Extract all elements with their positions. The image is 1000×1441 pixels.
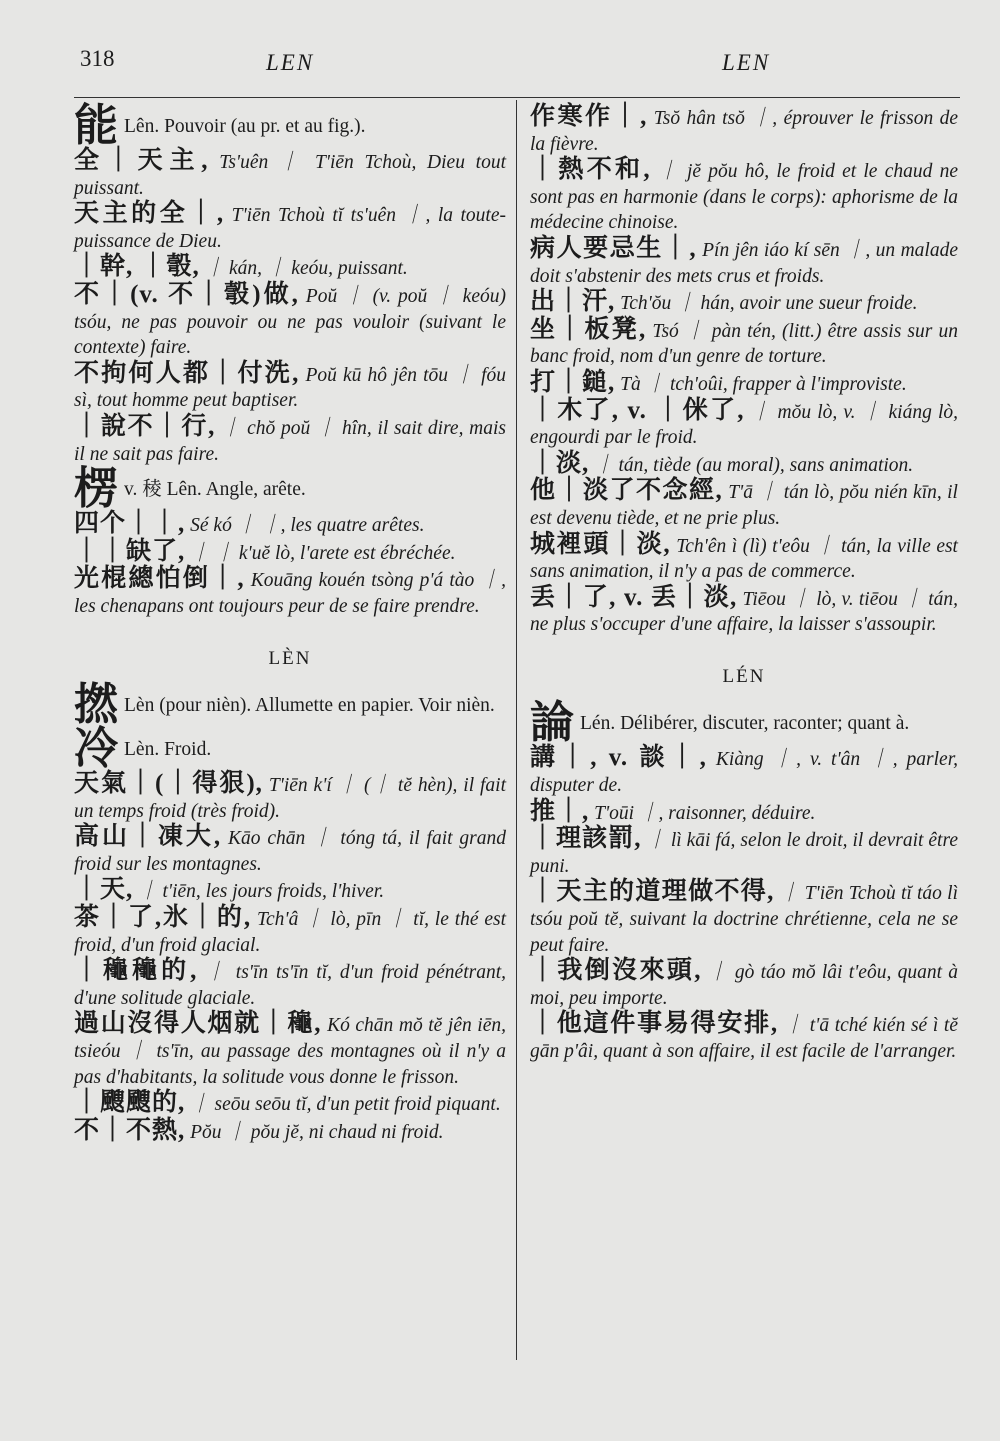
- chinese-phrase: ｜熱不和,: [530, 156, 651, 184]
- romanization-definition: ｜ seōu seōu tĭ, d'un petit froid piquant.: [185, 1094, 501, 1116]
- headword-character: 論: [530, 698, 574, 748]
- romanization-definition: Tsó ｜ pàn tén, (litt.) être assis sur un banc froid, nom d'un genre de torture.: [530, 320, 958, 368]
- sub-entry: [74, 282, 506, 361]
- chinese-phrase: ｜天,: [74, 876, 134, 904]
- sub-entry: [530, 585, 958, 638]
- sub-entry: [74, 539, 506, 567]
- chinese-phrase: 丢｜了, v. 丢｜淡,: [530, 583, 738, 611]
- sub-entry: [74, 511, 506, 539]
- romanization-definition: ｜ ts'īn ts'īn tĭ, d'un froid pénétrant, d'une solitude glaciale.: [74, 962, 506, 1009]
- romanization-definition: T'ā ｜ tán lò, pŏu nién kīn, il est devenu tiède, et ne prie plus.: [530, 482, 958, 529]
- running-head-right: LEN: [722, 50, 771, 75]
- dictionary-entry: [530, 698, 958, 748]
- headword-character: 楞: [74, 464, 118, 514]
- chinese-phrase: ｜理該罰,: [530, 825, 642, 853]
- headword-character: 撚: [74, 680, 118, 730]
- romanization-definition: ｜ lì kāi fá, selon le droit, il devrait être puni.: [530, 830, 958, 877]
- dictionary-entry: [74, 101, 506, 150]
- entry-definition: Lén. Délibérer, discuter, raconter; quant à.: [580, 713, 910, 735]
- chinese-phrase: ｜說不｜行,: [74, 412, 216, 440]
- chinese-phrase: ｜他這件事易得安排,: [530, 1010, 779, 1038]
- romanization-definition: Pŏu ｜ pŏu jĕ, ni chaud ni froid.: [185, 1121, 444, 1143]
- chinese-phrase: 四个｜｜,: [74, 510, 186, 538]
- sub-entry: [74, 414, 506, 467]
- sub-entry: [530, 745, 958, 798]
- running-head-left: LEN: [266, 50, 315, 75]
- romanization-definition: ｜ t'ā tché kién sé ì tĕ gān p'âi, quant à son affaire, il est facile de l'arranger.: [530, 1015, 958, 1062]
- chinese-phrase: 天氣｜(｜得狠),: [74, 770, 263, 798]
- header-rule: [74, 97, 960, 98]
- romanization-definition: Tà ｜ tch'oûi, frapper à l'improviste.: [615, 373, 907, 395]
- sub-entry: [530, 1011, 958, 1064]
- chinese-phrase: 天主的全｜,: [74, 200, 225, 228]
- chinese-phrase: ｜｜缺了,: [74, 537, 186, 565]
- romanization-definition: Sé kó ｜ ｜, les quatre arêtes.: [185, 515, 425, 537]
- romanization-definition: T'iēn Tchoù tĭ ts'uên ｜, la toute-puissance de Dieu.: [74, 205, 506, 252]
- sub-entry: [74, 254, 506, 282]
- dictionary-entry: [74, 724, 506, 774]
- chinese-phrase: ｜淡,: [530, 449, 590, 477]
- chinese-phrase: 出｜汗,: [530, 288, 616, 316]
- sub-entry: [530, 799, 958, 827]
- romanization-definition: ｜ ｜ k'uĕ lò, l'arete est ébréchée.: [185, 542, 456, 564]
- sub-entry: [74, 1011, 506, 1090]
- romanization-definition: T'oūi ｜, raisonner, déduire.: [589, 802, 816, 824]
- section-heading: LÈN: [268, 647, 312, 669]
- romanization-definition: ｜ T'iēn Tchoù tĭ táo lì tsóu poŭ tĕ, suivant la doctrine chrétienne, cela ne se peut faire.: [530, 883, 958, 956]
- romanization-definition: Tch'â ｜ lò, pīn ｜ tĭ, le thé est froid, d'un froid glacial.: [74, 909, 506, 956]
- chinese-phrase: ｜颼颼的,: [74, 1089, 186, 1117]
- chinese-phrase: 講｜, v. 談｜,: [530, 744, 707, 772]
- chinese-phrase: 他｜淡了不念經,: [530, 477, 723, 505]
- romanization-definition: ｜ t'iēn, les jours froids, l'hiver.: [133, 881, 385, 903]
- entry-definition: v. 稜 Lên. Angle, arête.: [124, 479, 306, 501]
- romanization-definition: Tch'ŏu ｜ hán, avoir une sueur froide.: [615, 293, 918, 315]
- sub-entry: [74, 148, 506, 201]
- chinese-phrase: 城裡頭｜淡,: [530, 530, 671, 558]
- sub-entry: [530, 104, 958, 157]
- sub-entry: [530, 157, 958, 236]
- chinese-phrase: 不拘何人都｜付洗,: [74, 359, 300, 387]
- sub-entry: [530, 370, 958, 398]
- romanization-definition: ｜ jĕ pŏu hô, le froid et le chaud ne sont pas en harmonie (dans le corps): aphorisme de la médecine chinoise.: [530, 161, 958, 234]
- chinese-phrase: 病人要忌生｜,: [530, 234, 697, 262]
- chinese-phrase: ｜木了, v. ｜侎了,: [530, 396, 745, 424]
- romanization-definition: Kouāng kouén tsòng p'á tào ｜, les chenapans ont toujours peur de se faire prendre.: [74, 570, 506, 617]
- chinese-phrase: ｜龝龝的,: [74, 957, 198, 985]
- headword-character: 冷: [74, 724, 118, 774]
- romanization-definition: ｜ mŏu lò, v. ｜ kiáng lò, engourdi par le froid.: [530, 401, 958, 449]
- sub-entry: [74, 1118, 506, 1146]
- dictionary-entry: [74, 680, 506, 730]
- chinese-phrase: 不｜不熱,: [74, 1116, 186, 1144]
- page-number: 318: [80, 46, 115, 71]
- sub-entry: [74, 201, 506, 254]
- section-heading: LÉN: [722, 665, 766, 687]
- chinese-phrase: 不｜(v. 不｜彀)做,: [74, 280, 299, 308]
- romanization-definition: T'iēn k'í ｜ (｜ tĕ hèn), il fait un temps froid (très froid).: [74, 775, 506, 822]
- entry-definition: Lèn (pour nièn). Allumette en papier. Voir nièn.: [124, 695, 495, 717]
- sub-entry: [74, 771, 506, 824]
- romanization-definition: Kiàng ｜, v. t'ân ｜, parler, disputer de.: [530, 749, 958, 797]
- romanization-definition: Tiēou ｜ lò, v. tiēou ｜ tán, ne plus s'occuper d'une affaire, la laisser s'assoupir.: [530, 588, 958, 636]
- chinese-phrase: ｜天主的道理做不得,: [530, 878, 775, 906]
- sub-entry: [530, 236, 958, 289]
- romanization-definition: Pín jên iáo kí sēn ｜, un malade doit s'abstenir des mets crus et froids.: [530, 239, 958, 287]
- sub-entry: [530, 398, 958, 451]
- sub-entry: [530, 451, 958, 479]
- sub-entry: [530, 289, 958, 317]
- sub-entry: [530, 532, 958, 585]
- romanization-definition: Kāo chān ｜ tóng tá, il fait grand froid sur les montagnes.: [74, 828, 506, 875]
- sub-entry: [74, 958, 506, 1011]
- entry-definition: Lèn. Froid.: [124, 739, 212, 761]
- entry-definition: Lên. Pouvoir (au pr. et au fig.).: [124, 116, 366, 137]
- chinese-phrase: 茶｜了,氷｜的,: [74, 904, 252, 932]
- romanization-definition: Tsŏ hân tsŏ ｜, éprouver le frisson de la fièvre.: [530, 108, 958, 155]
- chinese-phrase: 高山｜凍大,: [74, 823, 222, 851]
- sub-entry: [74, 1090, 506, 1118]
- sub-entry: [530, 879, 958, 958]
- right-column: [530, 104, 958, 1065]
- sub-entry: [74, 824, 506, 877]
- chinese-phrase: 光棍總怕倒｜,: [74, 565, 245, 593]
- column-separator: [516, 100, 517, 1360]
- romanization-definition: Ts'uên ｜ T'iēn Tchoù, Dieu tout puissant.: [74, 152, 506, 199]
- sub-entry: [530, 826, 958, 879]
- romanization-definition: Kó chān mŏ tĕ jên iēn, tsieóu ｜ ts'īn, au passage des montagnes où il n'y a pas d'habitants, la solitude vous donne le frisson.: [74, 1015, 506, 1088]
- sub-entry: [74, 877, 506, 905]
- chinese-phrase: ｜幹, ｜彀,: [74, 253, 200, 281]
- sub-entry: [530, 958, 958, 1011]
- sub-entry: [74, 566, 506, 619]
- romanization-definition: ｜ gò táo mŏ lâi t'eôu, quant à moi, peu importe.: [530, 962, 958, 1009]
- chinese-phrase: 全｜天主,: [74, 147, 209, 174]
- headword-character: 能: [74, 101, 118, 150]
- chinese-phrase: 打｜鎚,: [530, 368, 616, 396]
- romanization-definition: ｜ tán, tiède (au moral), sans animation.: [589, 454, 914, 476]
- chinese-phrase: 作寒作｜,: [530, 103, 648, 130]
- dictionary-entry: [74, 464, 506, 514]
- sub-entry: [530, 478, 958, 531]
- sub-entry: [530, 317, 958, 370]
- chinese-phrase: 推｜,: [530, 797, 590, 825]
- romanization-definition: ｜ chŏ poŭ ｜ hîn, il sait dire, mais il ne sait pas faire.: [74, 417, 506, 465]
- romanization-definition: Poŭ kū hô jên tōu ｜ fóu sì, tout homme peut baptiser.: [74, 364, 506, 412]
- sub-entry: [74, 361, 506, 414]
- sub-entry: [74, 905, 506, 958]
- chinese-phrase: 過山沒得人烟就｜龝,: [74, 1010, 322, 1038]
- romanization-definition: ｜ kán, ｜ keóu, puissant.: [199, 258, 408, 280]
- chinese-phrase: 坐｜板凳,: [530, 315, 647, 343]
- romanization-definition: Poŭ ｜ (v. poŭ ｜ keóu) tsóu, ne pas pouvoir ou ne pas vouloir (suivant le contexte) faire.: [74, 285, 506, 359]
- left-column: [74, 101, 506, 1145]
- romanization-definition: Tch'ên ì (lì) t'eôu ｜ tán, la ville est sans animation, il n'y a pas de commerce.: [530, 535, 958, 583]
- chinese-phrase: ｜我倒沒來頭,: [530, 957, 702, 985]
